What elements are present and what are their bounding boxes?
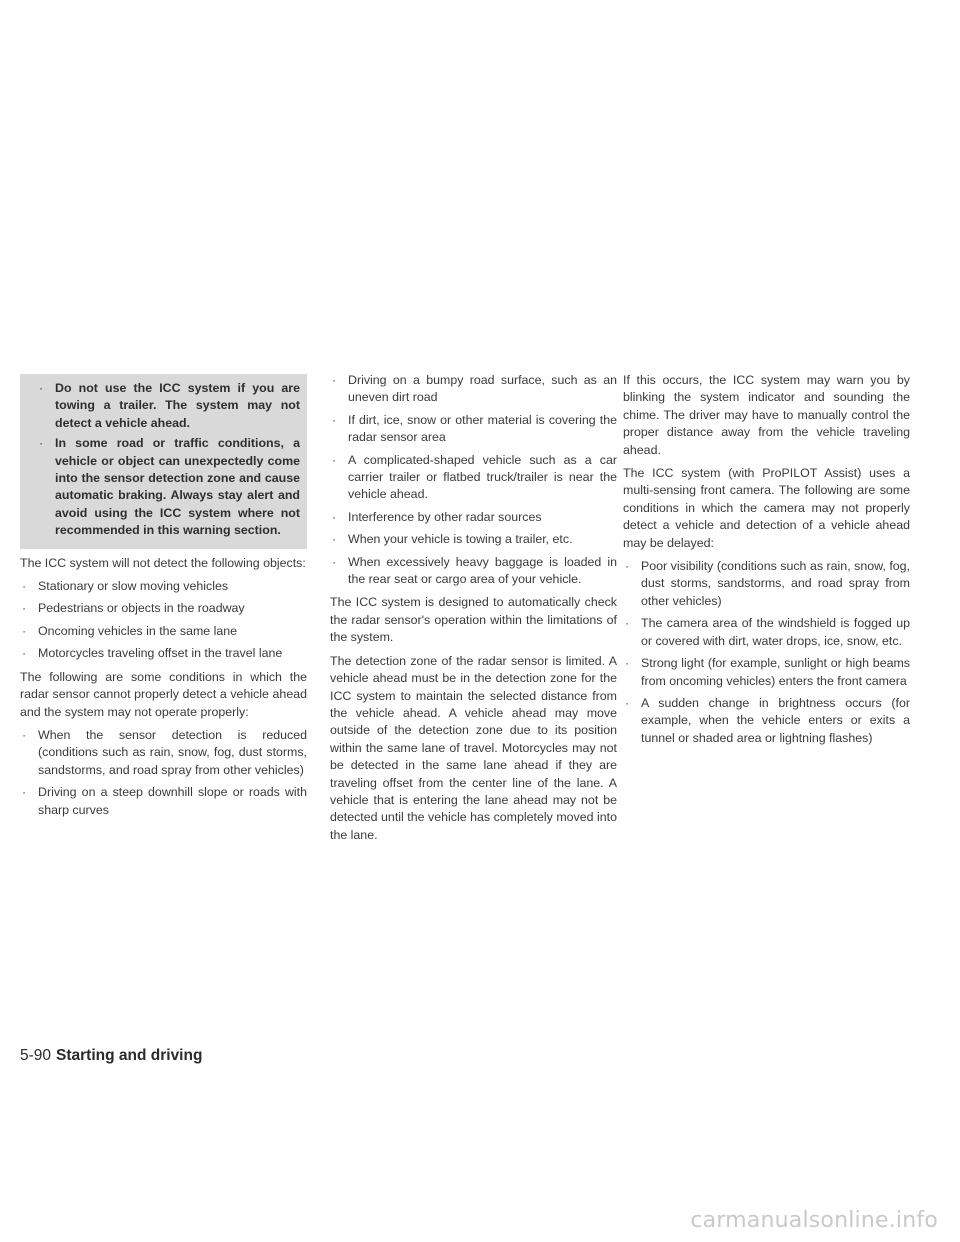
- list-item-text: A complicated-shaped vehicle such as a car carrier trailer or flatbed truck/trailer is near the vehicle ahead.: [348, 452, 617, 502]
- bullet-list: [330, 372, 617, 588]
- bullet: ·: [332, 452, 337, 467]
- warning-item: [29, 435, 300, 539]
- list-item: [330, 509, 617, 526]
- bullet: ·: [332, 412, 337, 427]
- paragraph: The following are some conditions in which the radar sensor cannot properly detect a vehicle ahead and the system may not operate properly:: [20, 669, 307, 719]
- page-footer: [20, 1047, 202, 1064]
- list-item: [20, 727, 307, 779]
- list-item: [623, 615, 910, 650]
- list-item: [623, 558, 910, 610]
- bullet: ·: [22, 727, 27, 742]
- list-item-text: Driving on a bumpy road surface, such as an uneven dirt road: [348, 373, 617, 405]
- list-item-text: The camera area of the windshield is fogged up or covered with dirt, water drops, ice, snow, etc.: [641, 616, 910, 648]
- bullet-list: [623, 558, 910, 747]
- page-number: 5-90: [20, 1047, 52, 1064]
- list-item-text: Poor visibility (conditions such as rain, snow, fog, dust storms, sandstorms, and road spray from other vehicles): [641, 559, 910, 608]
- paragraph: If this occurs, the ICC system may warn you by blinking the system indicator and sounding the chime. The driver may have to manually control the proper distance away from the vehicle traveling ahead.: [623, 373, 910, 457]
- bullet: ·: [625, 616, 630, 631]
- list-item: [20, 784, 307, 819]
- list-item: [623, 655, 910, 690]
- bullet: ·: [332, 373, 337, 387]
- list-item-text: Strong light (for example, sunlight or high beams from oncoming vehicles) enters the front camera: [641, 656, 910, 688]
- paragraph: The ICC system (with ProPILOT Assist) uses a multi-sensing front camera. The following are some conditions in which the camera may not properly detect a vehicle and detection of a vehicle ahead may be delayed:: [623, 466, 910, 550]
- list-item: [330, 452, 617, 504]
- bullet: ·: [332, 509, 337, 524]
- list-item-text: When the sensor detection is reduced (conditions such as rain, snow, fog, dust storms, sandstorms, and road spray from other vehicles): [38, 727, 307, 777]
- list-item-text: When excessively heavy baggage is loaded in the rear seat or cargo area of your vehicle.: [348, 554, 617, 587]
- list-item: [623, 695, 910, 747]
- bullet: ·: [22, 601, 27, 616]
- column-2: [330, 372, 617, 850]
- warning-item: [29, 380, 300, 432]
- bullet: ·: [625, 656, 630, 671]
- bullet: ·: [22, 646, 27, 661]
- list-item-text: A sudden change in brightness occurs (for example, when the vehicle enters or exits a tunnel or shaded area or lightning flashes): [641, 695, 910, 745]
- paragraph: The detection zone of the radar sensor is limited. A vehicle ahead must be in the detection zone for the ICC system to maintain the selected distance from the vehicle ahead. A vehicle ahead may move outside of the detection zone due to its position within the same lane of travel. Motorcycles may not be detected in the same lane ahead if they are traveling offset from the center line of the lane. A vehicle that is entering the lane ahead may not be detected until the vehicle has completely moved into the lane.: [330, 653, 617, 842]
- paragraph: The ICC system is designed to automatically check the radar sensor's operation within the limitations of the system.: [330, 595, 617, 645]
- bullet: ·: [22, 579, 27, 594]
- bullet: ·: [625, 559, 630, 574]
- warning-text: In some road or traffic conditions, a vehicle or object can unexpectedly come into the sensor detection zone and cause automatic braking. Always stay alert and avoid using the ICC system where not recommended in this warning section.: [55, 436, 300, 538]
- bullet: ·: [22, 785, 27, 800]
- list-item-text: When your vehicle is towing a trailer, etc.: [348, 532, 573, 547]
- list-item-text: Driving on a steep downhill slope or roads with sharp curves: [38, 785, 307, 817]
- column-1: [20, 374, 307, 825]
- list-item: [20, 578, 307, 595]
- list-item-text: Stationary or slow moving vehicles: [38, 579, 229, 594]
- list-item-text: If dirt, ice, snow or other material is covering the radar sensor area: [348, 412, 617, 445]
- watermark: carmanualsonline.info: [690, 1208, 938, 1233]
- list-item-text: Pedestrians or objects in the roadway: [38, 601, 245, 616]
- list-item: [20, 623, 307, 640]
- warning-box: [20, 374, 307, 549]
- bullet-list: [20, 727, 307, 819]
- list-item: [330, 372, 617, 407]
- list-item: [330, 554, 617, 589]
- warning-text: Do not use the ICC system if you are towing a trailer. The system may not detect a vehicle ahead.: [55, 381, 300, 430]
- bullet: ·: [625, 695, 630, 710]
- bullet: ·: [39, 381, 44, 395]
- bullet-list: [20, 578, 307, 663]
- section-title: Starting and driving: [56, 1047, 203, 1064]
- list-item-text: Motorcycles traveling offset in the travel lane: [38, 646, 283, 661]
- list-item: [20, 600, 307, 617]
- list-item-text: Oncoming vehicles in the same lane: [38, 623, 238, 638]
- bullet: ·: [22, 623, 27, 638]
- list-item: [330, 531, 617, 548]
- list-item-text: Interference by other radar sources: [348, 509, 542, 524]
- bullet: ·: [332, 532, 337, 547]
- bullet: ·: [332, 554, 337, 569]
- list-item: [330, 412, 617, 447]
- bullet: ·: [39, 436, 44, 451]
- column-3: [623, 372, 910, 753]
- list-item: [20, 645, 307, 662]
- paragraph: The ICC system will not detect the following objects:: [20, 555, 306, 570]
